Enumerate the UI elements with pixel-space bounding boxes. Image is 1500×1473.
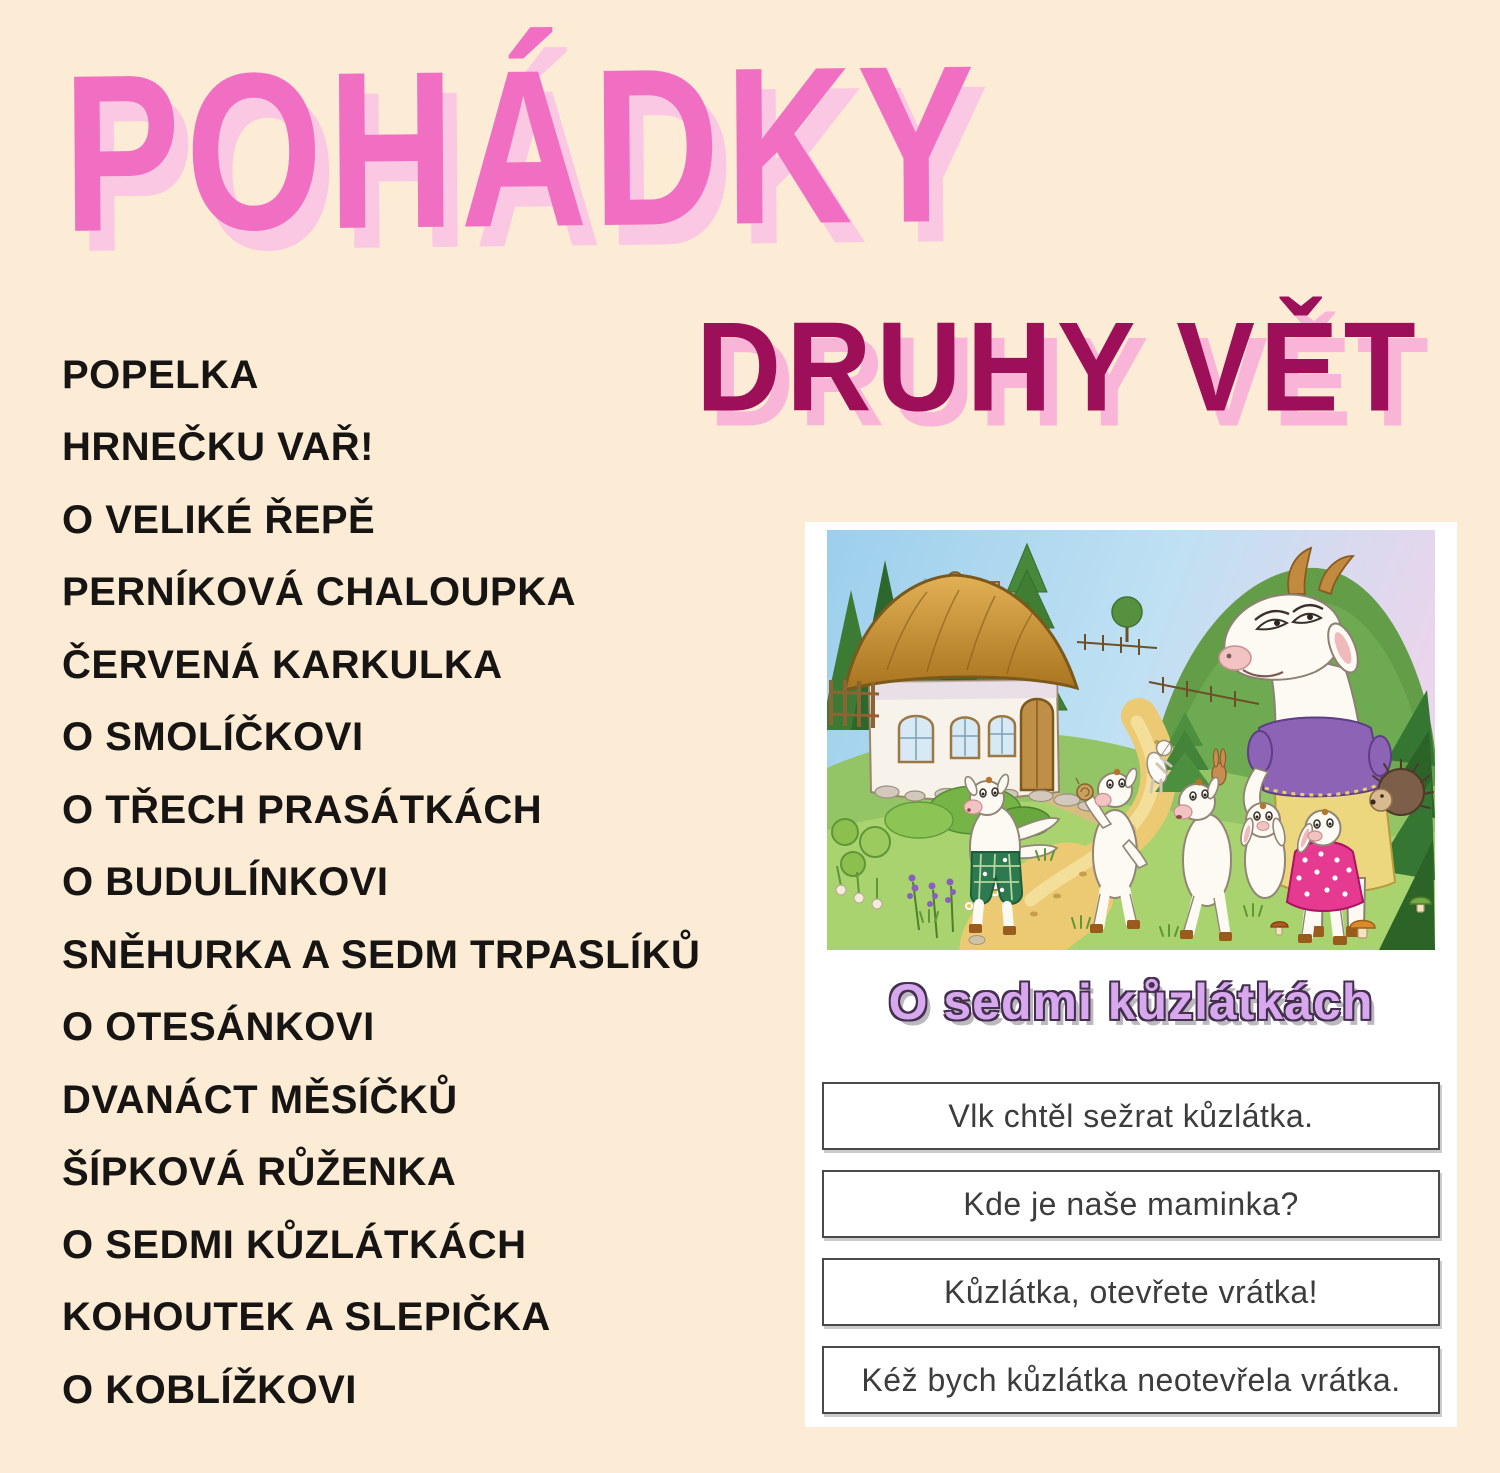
tale-item: DVANÁCT MĚSÍČKŮ [62,1077,458,1122]
sentence-box [822,1082,1440,1150]
story-card [805,522,1457,1427]
sentence-text: Vlk chtěl sežrat kůzlátka. [948,1097,1314,1134]
tale-item: O KOBLÍŽKOVI [62,1367,357,1412]
sentence-text: Kůzlátka, otevřete vrátka! [943,1273,1319,1310]
tale-item: POPELKA [62,352,259,397]
tale-item: O SMOLÍČKOVI [62,715,364,760]
tale-item: O VELIKÉ ŘEPĚ [62,497,376,542]
sentence-text: Kéž bych kůzlátka neotevřela vrátka. [861,1361,1401,1398]
fairy-tale-list [62,339,700,1427]
sentence-box [822,1170,1440,1238]
sentence-box [822,1258,1440,1326]
sentence-text: Kde je naše maminka? [963,1185,1299,1222]
page-title: POHÁDKY [62,19,981,280]
tale-item: O TŘECH PRASÁTKÁCH [62,787,543,832]
seven-little-goats-illustration [827,530,1435,950]
tale-item: PERNÍKOVÁ CHALOUPKA [62,570,576,615]
tale-item: SNĚHURKA A SEDM TRPASLÍKŮ [62,932,701,977]
tale-item: HRNEČKU VAŘ! [62,425,374,470]
tale-item: O BUDULÍNKOVI [62,860,389,905]
sentence-box [822,1346,1440,1414]
tale-item: O SEDMI KŮZLÁTKÁCH [62,1222,527,1267]
tale-item: KOHOUTEK A SLEPIČKA [62,1295,551,1340]
story-caption: O sedmi kůzlátkách [888,974,1374,1030]
tale-item: ČERVENÁ KARKULKA [62,642,503,687]
page-subtitle: DRUHY VĚT [696,295,1421,439]
tale-item: O OTESÁNKOVI [62,1005,375,1050]
tale-item: ŠÍPKOVÁ RŮŽENKA [62,1150,457,1195]
